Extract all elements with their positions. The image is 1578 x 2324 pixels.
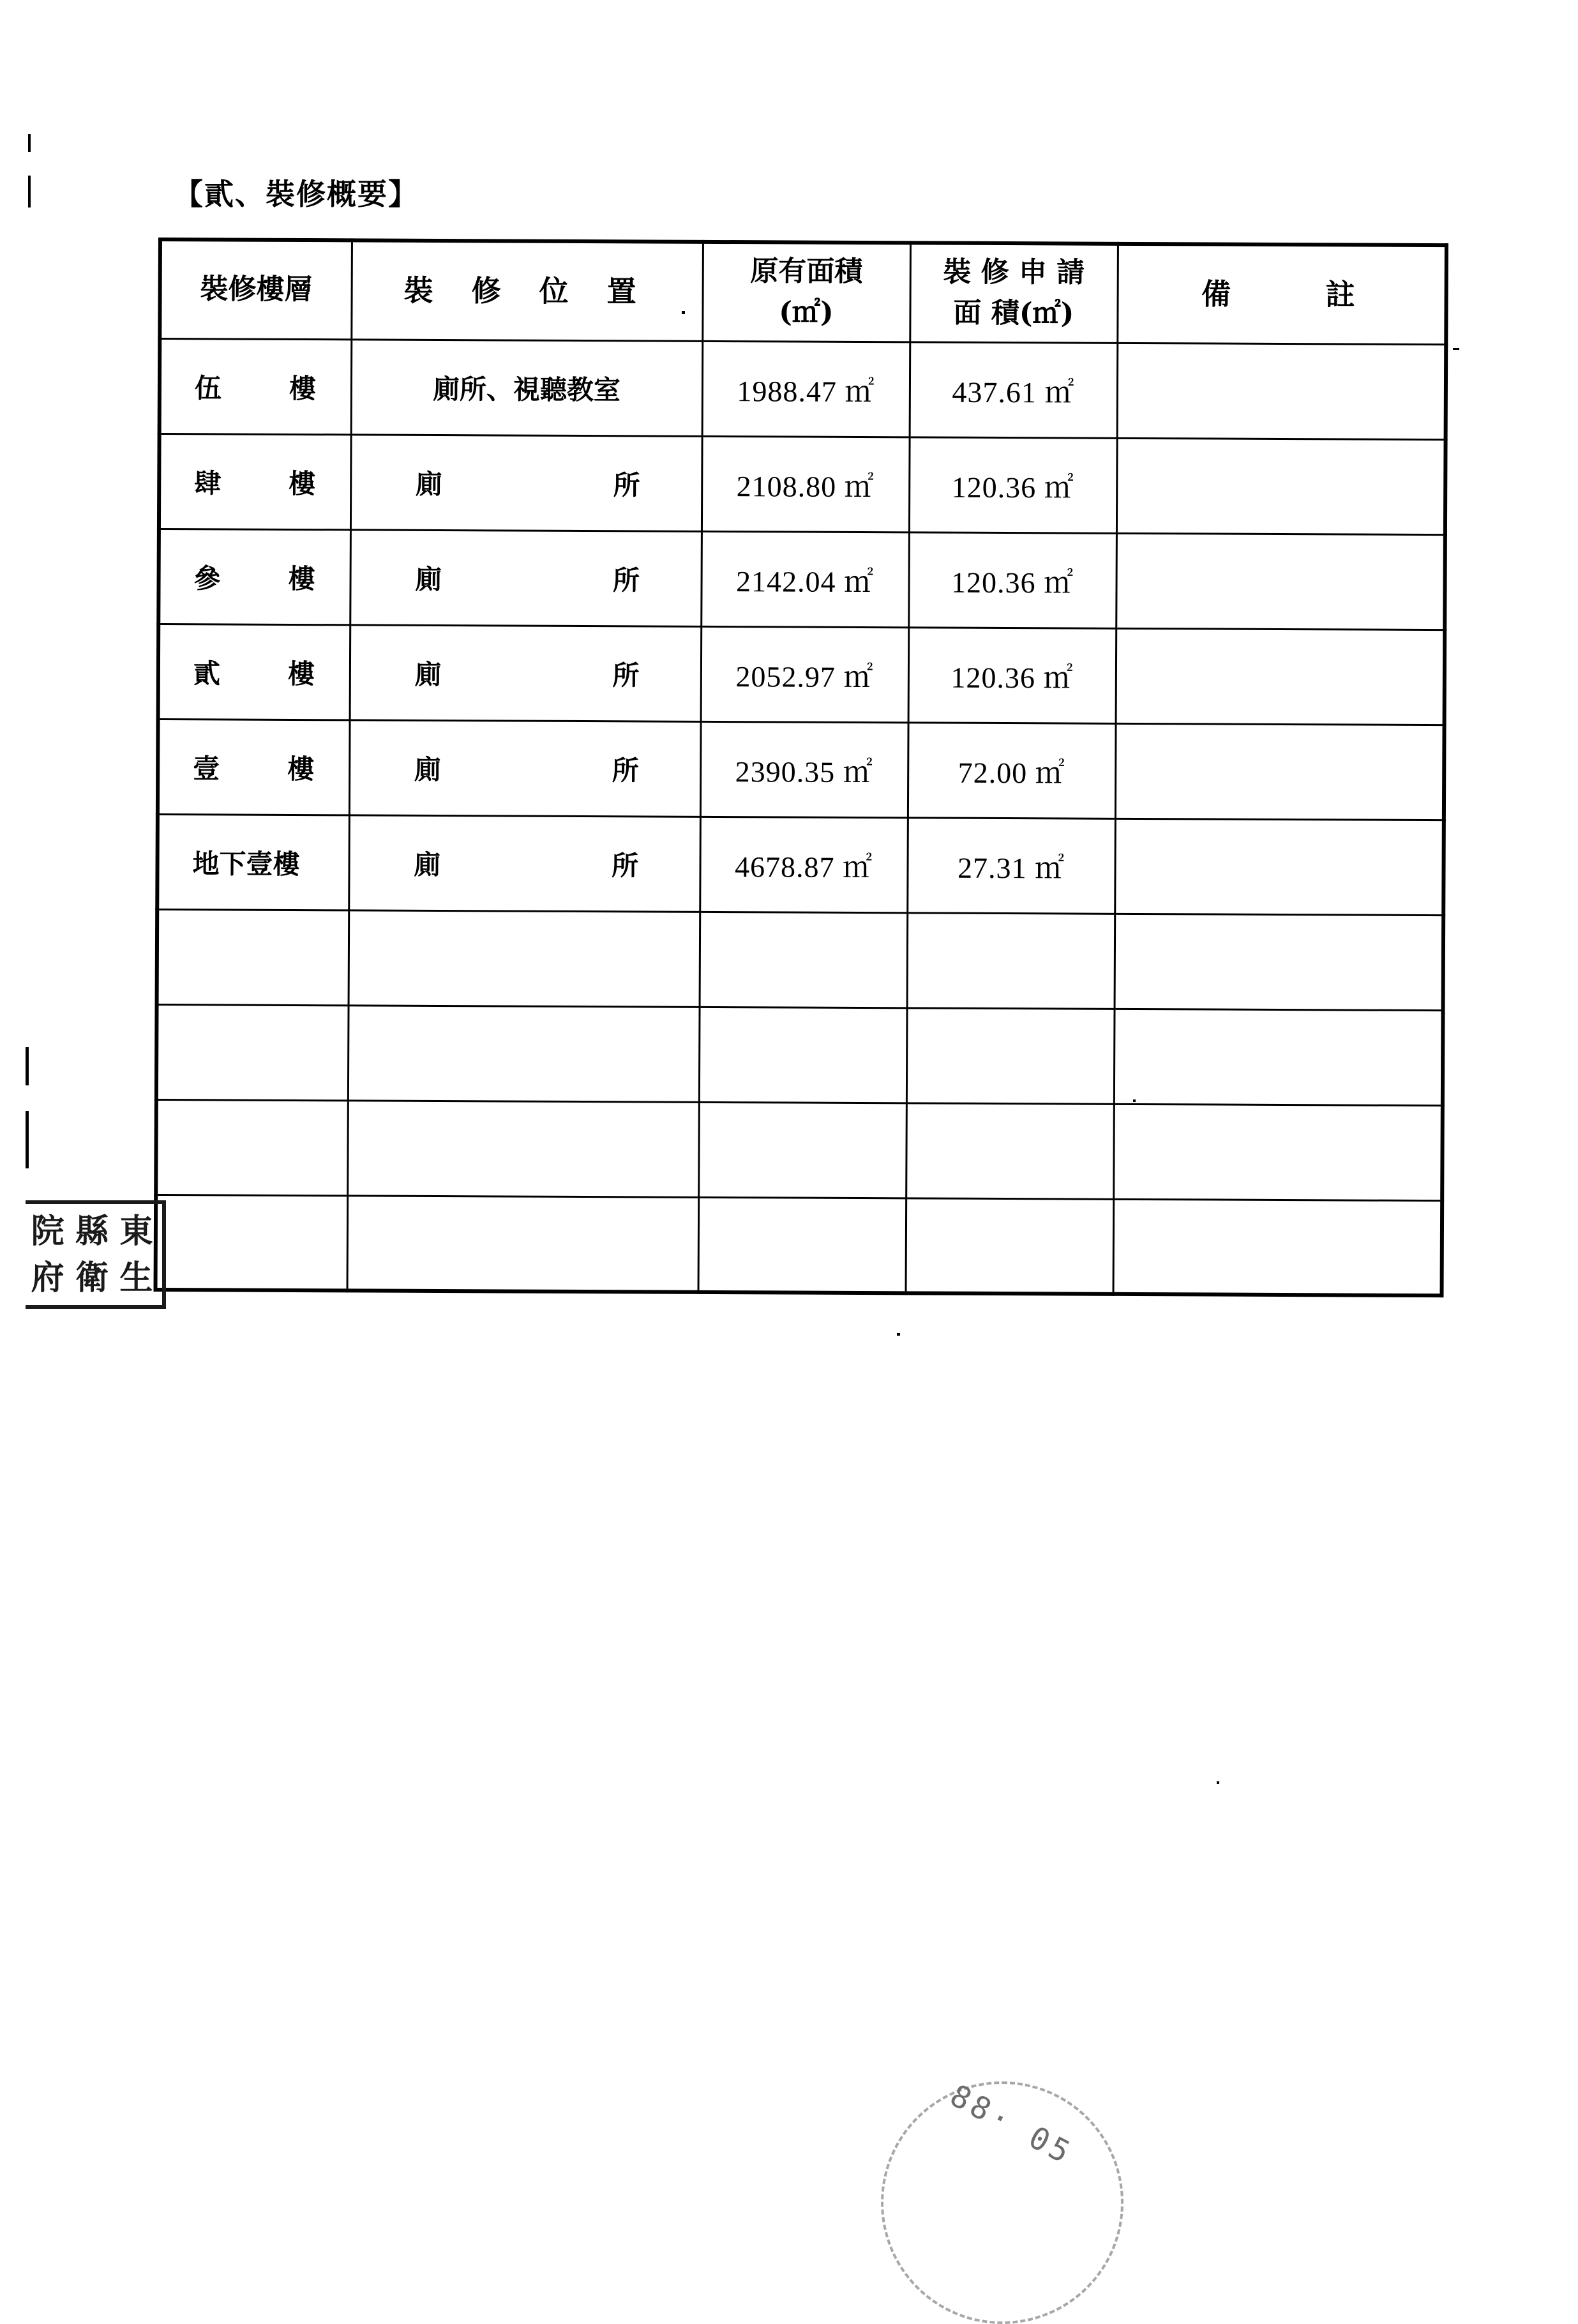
empty-cell bbox=[156, 1004, 349, 1100]
apply-area-cell: 27.31 ㎡ bbox=[907, 817, 1115, 913]
table-row bbox=[158, 529, 1445, 630]
empty-cell bbox=[157, 909, 349, 1005]
empty-cell bbox=[699, 1007, 907, 1103]
position-cell bbox=[351, 339, 703, 435]
empty-cell bbox=[1114, 1009, 1443, 1105]
note-cell bbox=[1115, 723, 1445, 820]
floor-label-a: 壹 bbox=[193, 752, 220, 784]
stamp-char: 縣 bbox=[75, 1211, 109, 1251]
scan-speck bbox=[1133, 1099, 1136, 1102]
floor-cell bbox=[160, 338, 352, 434]
note-cell bbox=[1115, 819, 1444, 915]
stamp-char: 院 bbox=[31, 1211, 64, 1251]
empty-cell bbox=[349, 910, 700, 1006]
stamp-char: 東 bbox=[119, 1211, 153, 1251]
empty-cell bbox=[700, 912, 908, 1007]
apply-area-cell: 72.00 ㎡ bbox=[908, 722, 1116, 818]
original-area-cell: 2142.04 ㎡ bbox=[701, 531, 909, 627]
renovation-summary-table-wrap bbox=[154, 238, 1445, 1294]
empty-cell bbox=[906, 1007, 1115, 1103]
table-row bbox=[160, 338, 1446, 439]
original-area-cell: 1988.47 ㎡ bbox=[702, 341, 910, 437]
apply-area-cell: 120.36 ㎡ bbox=[908, 627, 1116, 723]
table-row bbox=[158, 719, 1445, 820]
header-position bbox=[351, 240, 703, 340]
empty-cell bbox=[1113, 1199, 1443, 1295]
empty-cell bbox=[698, 1102, 906, 1198]
apply-area-cell: 120.36 ㎡ bbox=[908, 532, 1116, 628]
apply-area-cell: 437.61 ㎡ bbox=[910, 342, 1118, 437]
floor-cell bbox=[158, 719, 350, 815]
header-original-area bbox=[702, 242, 910, 342]
floor-label-b: 樓 bbox=[289, 372, 317, 404]
floor-label: 地下壹樓 bbox=[192, 847, 300, 880]
empty-cell bbox=[347, 1195, 699, 1292]
floor-label-a: 參 bbox=[193, 562, 221, 594]
position-label-b: 所 bbox=[613, 469, 640, 501]
empty-cell bbox=[907, 912, 1115, 1008]
position-cell bbox=[349, 815, 700, 911]
floor-label-b: 樓 bbox=[287, 658, 315, 690]
scan-speck bbox=[1217, 1781, 1219, 1784]
empty-cell bbox=[906, 1103, 1114, 1198]
floor-label-b: 樓 bbox=[287, 753, 315, 785]
position-label-b: 所 bbox=[611, 849, 639, 881]
stamp-char: 府 bbox=[31, 1258, 64, 1297]
table-row bbox=[158, 624, 1445, 725]
position-label: 廁所、視聽教室 bbox=[432, 373, 621, 405]
original-area-cell: 2390.35 ㎡ bbox=[700, 721, 908, 817]
floor-label-b: 樓 bbox=[289, 467, 316, 499]
header-apply-area-line2: 面 積(㎡) bbox=[953, 296, 1074, 330]
empty-table-row bbox=[156, 1099, 1443, 1200]
floor-label-a: 貳 bbox=[193, 657, 221, 689]
table-row bbox=[157, 814, 1444, 915]
position-label-a: 廁 bbox=[414, 753, 441, 785]
header-original-area-line1: 原有面積 bbox=[750, 255, 863, 289]
position-cell bbox=[350, 434, 702, 531]
position-label-b: 所 bbox=[612, 754, 639, 786]
position-label-a: 廁 bbox=[415, 468, 442, 500]
scan-speck bbox=[897, 1333, 900, 1336]
note-cell bbox=[1116, 628, 1445, 725]
original-area-cell: 2052.97 ㎡ bbox=[701, 626, 909, 722]
scan-edge-mark bbox=[28, 176, 31, 207]
official-seal-stamp bbox=[26, 1200, 166, 1309]
position-label-a: 廁 bbox=[414, 658, 442, 690]
floor-cell bbox=[158, 529, 350, 624]
header-note bbox=[1117, 244, 1446, 344]
stamp-char: 生 bbox=[119, 1258, 153, 1297]
note-cell bbox=[1116, 438, 1446, 534]
scan-speck bbox=[682, 311, 685, 314]
renovation-summary-table bbox=[154, 238, 1448, 1297]
empty-cell bbox=[1113, 1104, 1443, 1200]
position-cell bbox=[350, 624, 702, 721]
header-position-label: 裝 修 位 置 bbox=[403, 273, 650, 309]
floor-cell bbox=[159, 434, 351, 529]
empty-table-row bbox=[156, 1195, 1443, 1295]
empty-cell bbox=[347, 1100, 699, 1196]
apply-area-cell: 120.36 ㎡ bbox=[909, 437, 1117, 532]
table-header-row bbox=[160, 239, 1446, 344]
scan-edge-mark bbox=[26, 1111, 29, 1168]
header-note-label-b: 註 bbox=[1325, 277, 1355, 312]
position-label-b: 所 bbox=[612, 659, 640, 691]
header-original-area-line2: (㎡) bbox=[779, 296, 834, 329]
header-floor-label: 裝修樓層 bbox=[200, 273, 313, 306]
floor-label-a: 肆 bbox=[194, 467, 222, 499]
header-note-label-a: 備 bbox=[1201, 276, 1231, 312]
section-title: 【貳、裝修概要】 bbox=[174, 177, 419, 211]
empty-cell bbox=[906, 1198, 1114, 1294]
scan-edge-mark bbox=[28, 134, 31, 152]
position-label-b: 所 bbox=[612, 564, 640, 596]
note-cell bbox=[1117, 343, 1446, 439]
header-floor bbox=[160, 239, 352, 339]
floor-cell bbox=[157, 814, 349, 910]
position-label-a: 廁 bbox=[413, 849, 441, 880]
original-area-cell: 4678.87 ㎡ bbox=[700, 817, 908, 912]
table-row bbox=[159, 434, 1446, 534]
note-cell bbox=[1116, 533, 1445, 630]
empty-table-row bbox=[157, 909, 1444, 1010]
header-apply-area-line1: 裝 修 申 請 bbox=[943, 255, 1085, 289]
scan-edge-mark bbox=[26, 1047, 29, 1085]
position-cell bbox=[349, 720, 701, 816]
position-cell bbox=[350, 529, 702, 626]
empty-cell bbox=[156, 1099, 348, 1195]
header-apply-area bbox=[910, 243, 1118, 342]
empty-cell bbox=[698, 1197, 906, 1293]
round-seal-text: 88· 05 bbox=[944, 2078, 1079, 2172]
empty-cell bbox=[1115, 914, 1444, 1010]
scan-speck bbox=[1453, 348, 1459, 350]
empty-cell bbox=[348, 1005, 700, 1101]
empty-table-row bbox=[156, 1004, 1443, 1105]
floor-label-b: 樓 bbox=[288, 562, 315, 594]
original-area-cell: 2108.80 ㎡ bbox=[702, 436, 910, 532]
stamp-char: 衛 bbox=[75, 1258, 109, 1297]
position-label-a: 廁 bbox=[414, 563, 442, 595]
empty-cell bbox=[156, 1195, 348, 1290]
floor-label-a: 伍 bbox=[194, 372, 222, 404]
floor-cell bbox=[158, 624, 350, 720]
